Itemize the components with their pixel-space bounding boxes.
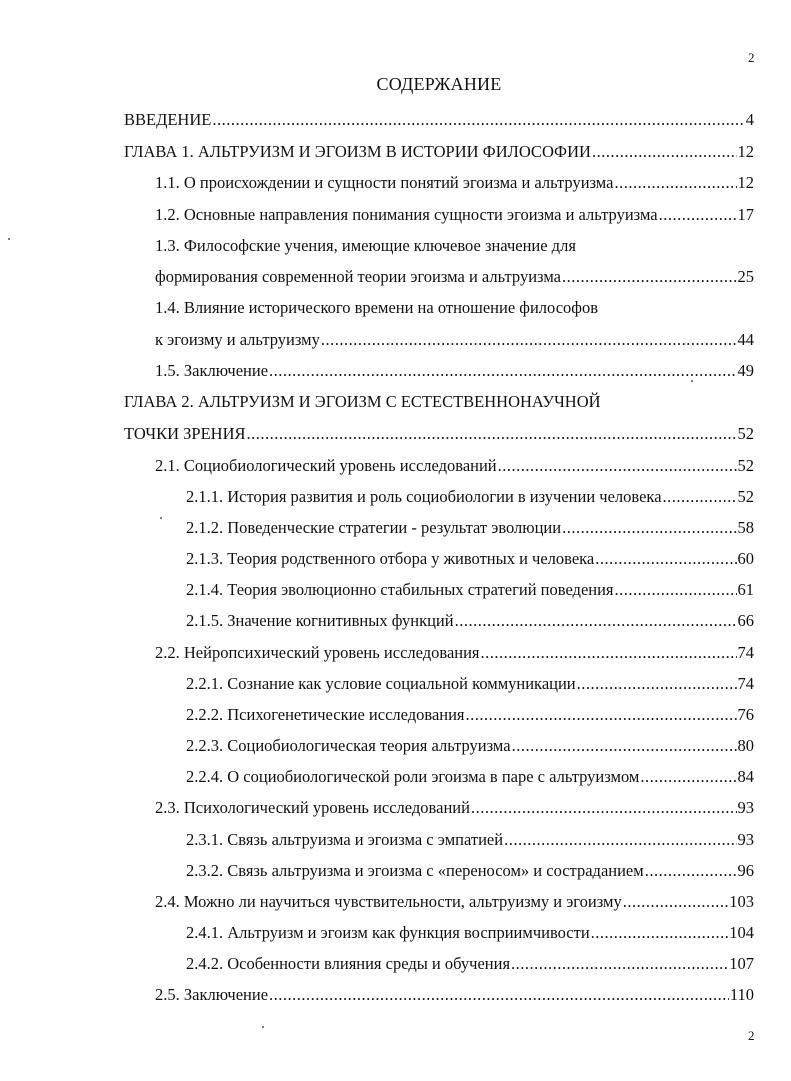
toc-entry [186, 855, 754, 886]
page-number-bottom: 2 [748, 1028, 755, 1043]
toc-entry-page: 44 [737, 330, 754, 349]
toc-entry [124, 386, 754, 417]
toc-entry-page: 104 [729, 923, 754, 942]
leader-dots [577, 668, 737, 699]
toc-entry-label: 2.4.2. Особенности влияния среды и обучения [186, 954, 511, 973]
toc-entry-label: 2.3. Психологический уровень исследований [155, 798, 470, 817]
leader-dots [640, 761, 736, 792]
toc-entry-label: 2.4. Можно ли научиться чувствительности, альтруизму и эгоизму [155, 892, 622, 911]
toc-entry-page: 93 [737, 798, 754, 817]
toc-entry [186, 699, 754, 730]
toc-entry-label: 2.2. Нейропсихический уровень исследования [155, 643, 480, 662]
toc-entry [186, 543, 754, 574]
leader-dots [562, 512, 736, 543]
toc-entry-page: 84 [737, 767, 754, 786]
leader-dots [511, 948, 728, 979]
toc-entry [155, 979, 754, 1010]
toc-entry-label: 2.1.3. Теория родственного отбора у животных и человека [186, 549, 595, 568]
toc-entry [186, 574, 754, 605]
toc-entry-label: 1.4. Влияние исторического времени на отношение философов [155, 298, 599, 317]
toc-entry [155, 167, 754, 198]
toc-entry-label: формирования современной теории эгоизма и альтруизма [155, 267, 561, 286]
toc-entry-label: 1.3. Философские учения, имеющие ключевое значение для [155, 236, 576, 255]
leader-dots [592, 136, 737, 167]
leader-dots [614, 167, 736, 198]
toc-entry-page: 12 [737, 173, 754, 192]
toc-entry [155, 450, 754, 481]
toc-entry-page: 49 [737, 361, 754, 380]
toc-entry-label: 2.1.4. Теория эволюционно стабильных стратегий поведения [186, 580, 614, 599]
toc-entry-label: к эгоизму и альтруизму [155, 330, 320, 349]
toc-entry-page: 76 [737, 705, 754, 724]
toc-entry-page: 74 [737, 643, 754, 662]
leader-dots [471, 792, 737, 823]
toc-entry-label: 2.2.3. Социобиологическая теория альтруизма [186, 736, 511, 755]
toc-entry-label: ГЛАВА 2. АЛЬТРУИЗМ И ЭГОИЗМ С ЕСТЕСТВЕННОНАУЧНОЙ [124, 392, 601, 411]
leader-dots [623, 886, 729, 917]
toc-entry-page: 52 [737, 487, 754, 506]
leader-dots [321, 324, 737, 355]
toc-entry-page: 4 [745, 110, 754, 129]
leader-dots [663, 481, 737, 512]
toc-entry-label: 2.2.1. Сознание как условие социальной коммуникации [186, 674, 576, 693]
toc-entry-page: 96 [737, 861, 754, 880]
toc-entry [186, 761, 754, 792]
toc-entry-label: 2.2.2. Психогенетические исследования [186, 705, 465, 724]
toc-entry [124, 136, 754, 167]
page-number-top: 2 [748, 50, 755, 65]
toc-entry [155, 355, 754, 386]
toc-entry [186, 948, 754, 979]
toc-entry [186, 824, 754, 855]
toc-entry-label: 2.1.1. История развития и роль социобиологии в изучении человека [186, 487, 662, 506]
toc-entry-label: 2.1.2. Поведенческие стратегии - результат эволюции [186, 518, 562, 537]
toc-entry-page: 12 [737, 142, 754, 161]
scan-speck [8, 238, 10, 240]
leader-dots [504, 824, 736, 855]
leader-dots [645, 855, 737, 886]
toc-entry-page: 52 [737, 424, 754, 443]
scan-speck [262, 1026, 264, 1028]
toc-entry [124, 418, 754, 449]
toc-entry [155, 292, 754, 323]
toc-entry-page: 52 [737, 456, 754, 475]
toc-entry [155, 637, 754, 668]
leader-dots [269, 979, 729, 1010]
leader-dots [455, 605, 737, 636]
toc-entry [155, 792, 754, 823]
leader-dots [498, 450, 737, 481]
toc-entry-page: 80 [737, 736, 754, 755]
toc-entry-label: 2.4.1. Альтруизм и эгоизм как функция восприимчивости [186, 923, 590, 942]
toc-entry-page: 66 [737, 611, 754, 630]
leader-dots [466, 699, 737, 730]
toc-entry [186, 917, 754, 948]
toc-entry-page: 93 [737, 830, 754, 849]
leader-dots [512, 730, 737, 761]
toc-entry-label: 2.1.5. Значение когнитивных функций [186, 611, 454, 630]
toc-entry-page: 58 [737, 518, 754, 537]
leader-dots [659, 199, 737, 230]
scan-speck [691, 380, 693, 382]
toc-entry [186, 605, 754, 636]
leader-dots [595, 543, 736, 574]
toc-entry-label: 2.2.4. О социобиологической роли эгоизма в паре с альтруизмом [186, 767, 640, 786]
toc-entry-page: 74 [737, 674, 754, 693]
toc-entry [186, 668, 754, 699]
toc-entry-label: ГЛАВА 1. АЛЬТРУИЗМ И ЭГОИЗМ В ИСТОРИИ ФИЛОСОФИИ [124, 142, 591, 161]
toc-entry-label: 2.3.1. Связь альтруизма и эгоизма с эмпатией [186, 830, 504, 849]
toc-entry [186, 730, 754, 761]
toc-entry [186, 481, 754, 512]
toc-entry-page: 103 [729, 892, 754, 911]
leader-dots [562, 261, 737, 292]
toc-entry-label: 1.2. Основные направления понимания сущности эгоизма и альтруизма [155, 205, 658, 224]
toc-entry [155, 324, 754, 355]
toc-entry-label: 1.1. О происхождении и сущности понятий эгоизма и альтруизма [155, 173, 614, 192]
toc-entry [155, 886, 754, 917]
toc-entry-label: ВВЕДЕНИЕ [124, 110, 212, 129]
toc-entry-page: 25 [737, 267, 754, 286]
toc-entry-label: 2.5. Заключение [155, 985, 269, 1004]
page-title: СОДЕРЖАНИЕ [376, 74, 502, 94]
toc-entry-page: 17 [737, 205, 754, 224]
leader-dots [269, 355, 736, 386]
leader-dots [247, 418, 737, 449]
toc-entry [124, 104, 754, 135]
toc-entry-page: 107 [729, 954, 754, 973]
toc-entry-page: 110 [729, 985, 754, 1004]
toc-entry-label: ТОЧКИ ЗРЕНИЯ [124, 424, 246, 443]
leader-dots [615, 574, 737, 605]
leader-dots [212, 104, 744, 135]
leader-dots [591, 917, 729, 948]
toc-entry-page: 61 [737, 580, 754, 599]
toc-entry-label: 1.5. Заключение [155, 361, 269, 380]
toc-entry [186, 512, 754, 543]
toc-entry [155, 230, 754, 261]
toc-entry [155, 199, 754, 230]
toc-entry-page: 60 [737, 549, 754, 568]
leader-dots [481, 637, 737, 668]
scan-speck [160, 517, 162, 519]
toc-entry [155, 261, 754, 292]
toc-entry-label: 2.3.2. Связь альтруизма и эгоизма с «переносом» и состраданием [186, 861, 644, 880]
toc-entry-label: 2.1. Социобиологический уровень исследований [155, 456, 497, 475]
